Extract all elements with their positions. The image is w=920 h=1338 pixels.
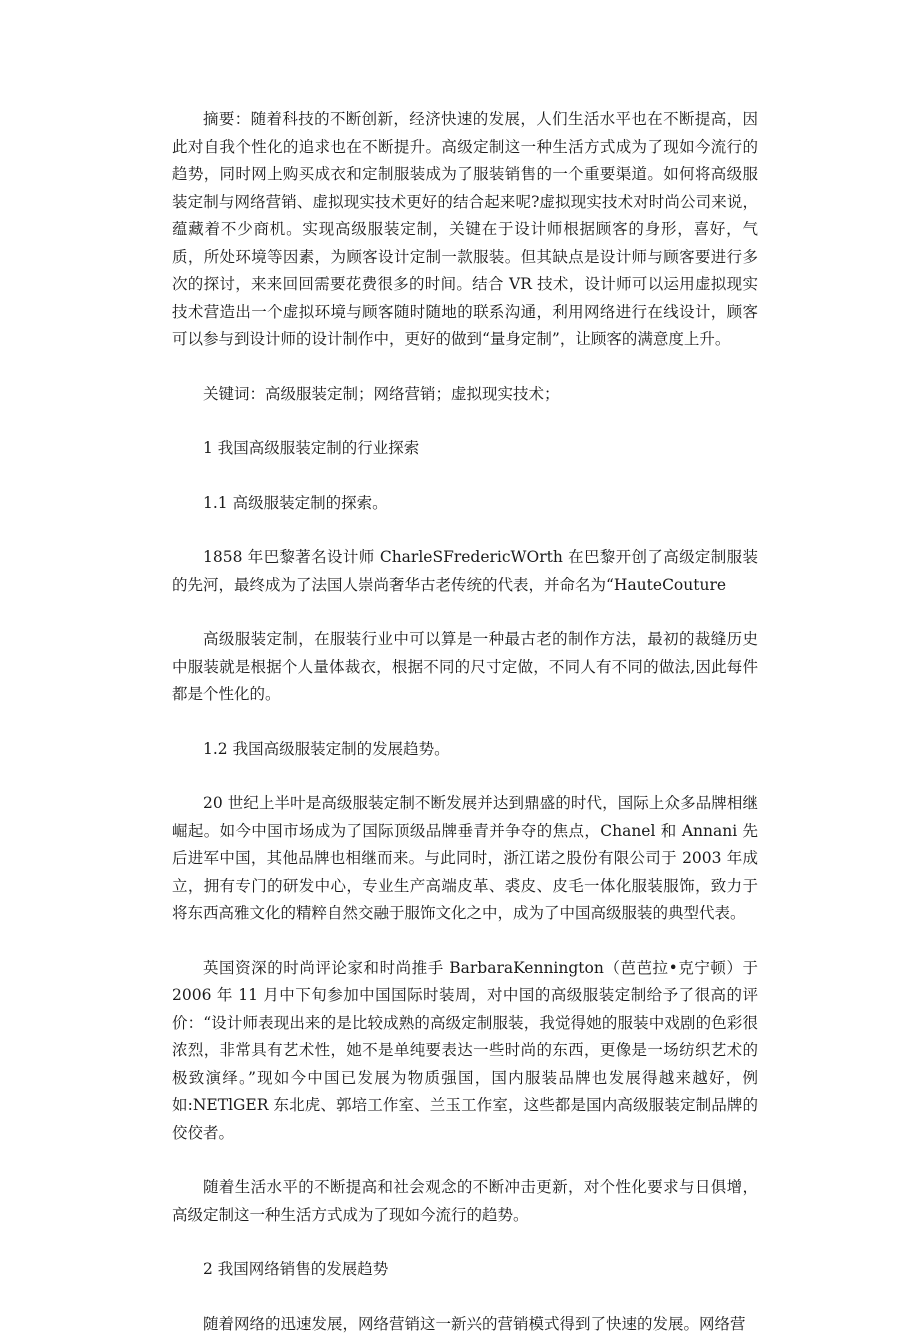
paragraph-oldest-method: 高级服装定制，在服装行业中可以算是一种最古老的制作方法，最初的裁缝历史中服装就是根据个人量体裁衣，根据不同的尺寸定做，不同人有不同的做法,因此每件都是个性化的。: [172, 626, 758, 709]
section-1-heading: 1 我国高级服装定制的行业探索: [172, 435, 758, 463]
section-2-heading: 2 我国网络销售的发展趋势: [172, 1256, 758, 1284]
abstract-paragraph: 摘要：随着科技的不断创新，经济快速的发展，人们生活水平也在不断提高，因此对自我个性化的追求也在不断提升。高级定制这一种生活方式成为了现如今流行的趋势，同时网上购买成衣和定制服装成为了服装销售的一个重要渠道。如何将高级服装定制与网络营销、虚拟现实技术更好的结合起来呢?虚拟现实技术对时尚公司来说，蕴藏着不少商机。实现高级服装定制，关键在于设计师根据顾客的身形，喜好，气质，所处环境等因素，为顾客设计定制一款服装。但其缺点是设计师与顾客要进行多次的探讨，来来回回需要花费很多的时间。结合 VR 技术，设计师可以运用虚拟现实技术营造出一个虚拟环境与顾客随时随地的联系沟通，利用网络进行在线设计，顾客可以参与到设计师的设计制作中，更好的做到“量身定制”，让顾客的满意度上升。: [172, 106, 758, 354]
document-page: [172, 106, 758, 1338]
paragraph-living-standard: 随着生活水平的不断提高和社会观念的不断冲击更新，对个性化要求与日俱增，高级定制这一种生活方式成为了现如今流行的趋势。: [172, 1174, 758, 1229]
paragraph-20th-century: 20 世纪上半叶是高级服装定制不断发展并达到鼎盛的时代，国际上众多品牌相继崛起。如今中国市场成为了国际顶级品牌垂青并争夺的焦点，Chanel 和 Annani 先后进军中国，其他品牌也相继而来。与此同时，浙江诺之股份有限公司于 2003 年成立，拥有专门的研发中心，专业生产高端皮革、裘皮、皮毛一体化服装服饰，致力于将东西高雅文化的精粹自然交融于服饰文化之中，成为了中国高级服装的典型代表。: [172, 790, 758, 928]
section-1-1-heading: 1.1 高级服装定制的探索。: [172, 490, 758, 518]
paragraph-network-marketing: 随着网络的迅速发展，网络营销这一新兴的营销模式得到了快速的发展。网络营: [172, 1311, 758, 1338]
section-1-2-heading: 1.2 我国高级服装定制的发展趋势。: [172, 736, 758, 764]
paragraph-1858: 1858 年巴黎著名设计师 CharleSFredericWOrth 在巴黎开创了高级定制服装的先河，最终成为了法国人崇尚奢华古老传统的代表，并命名为“HauteCouture: [172, 544, 758, 599]
keywords-paragraph: 关键词：高级服装定制；网络营销；虚拟现实技术；: [172, 381, 758, 409]
paragraph-kennington: 英国资深的时尚评论家和时尚推手 BarbaraKennington（芭芭拉•克宁顿）于 2006 年 11 月中下旬参加中国国际时装周，对中国的高级服装定制给予了很高的评价：“设计师表现出来的是比较成熟的高级定制服装，我觉得她的服装中戏剧的色彩很浓烈，非常具有艺术性，她不是单纯要表达一些时尚的东西，更像是一场纺织艺术的极致演绎。”现如今中国已发展为物质强国，国内服装品牌也发展得越来越好，例如:NETlGER 东北虎、郭培工作室、兰玉工作室，这些都是国内高级服装定制品牌的佼佼者。: [172, 955, 758, 1148]
